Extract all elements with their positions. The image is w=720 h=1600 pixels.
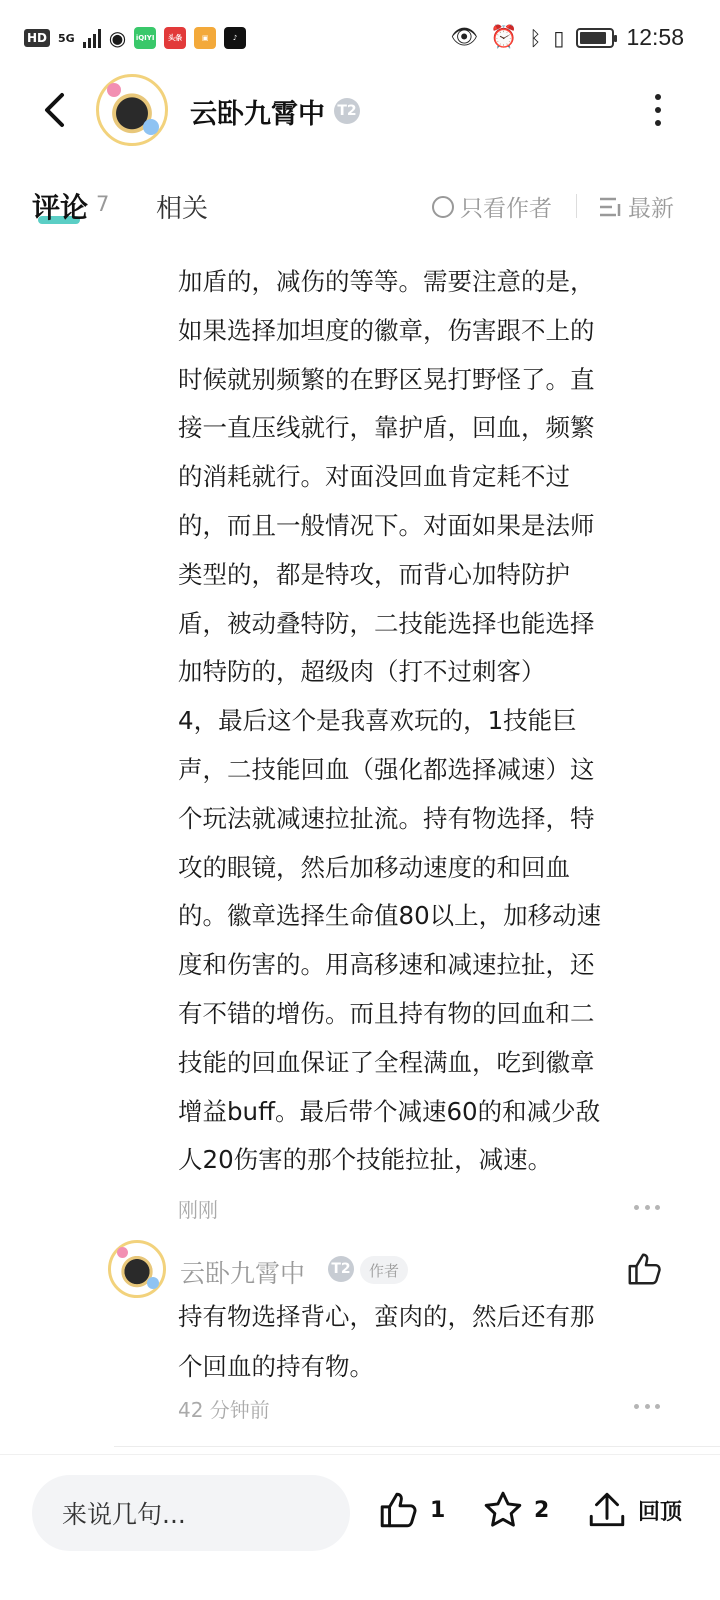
app-notification-icon: iQIYI	[134, 27, 156, 49]
status-right	[450, 24, 684, 51]
comment-line: 4，最后这个是我喜欢玩的，1技能巨	[178, 706, 577, 736]
tab-related[interactable]: 相关	[156, 194, 209, 224]
comment-line: 时候就别频繁的在野区晃打野怪了。直	[178, 364, 595, 394]
comment-line: 盾，被动叠特防，二技能选择也能选择	[178, 608, 595, 638]
thumbs-up-icon	[378, 1489, 420, 1531]
bottom-action-bar	[0, 1454, 720, 1600]
divider	[576, 194, 577, 218]
comment-line: 个玩法就减速拉扯流。持有物选择，特	[178, 803, 595, 833]
comment-line: 度和伤害的。用高移速和减速拉扯，还	[178, 950, 595, 980]
thumbs-up-icon[interactable]	[626, 1250, 664, 1288]
comment-line: 声，二技能回血（强化都选择减速）这	[178, 754, 595, 784]
comment-line: 如果选择加坦度的徽章，伤害跟不上的	[178, 315, 595, 345]
comment-line: 增益buff。最后带个减速60的和减少敌	[178, 1096, 601, 1126]
like-button[interactable]	[378, 1489, 445, 1531]
battery-icon	[576, 28, 614, 48]
reply-avatar[interactable]	[108, 1240, 166, 1298]
comment-line: 类型的，都是特攻，而背心加特防护	[178, 559, 570, 589]
back-to-top-button[interactable]	[586, 1489, 682, 1531]
reply-line: 个回血的持有物。	[178, 1352, 374, 1381]
dot-icon	[645, 1205, 650, 1210]
dot-icon	[655, 120, 661, 126]
dot-icon	[655, 94, 661, 100]
comment-timestamp: 刚刚	[178, 1198, 218, 1222]
comment-tabs	[0, 176, 720, 232]
comment-line: 攻的眼镜，然后加移动速度的和回血	[178, 852, 570, 882]
author-tag: 作者	[360, 1256, 408, 1284]
arrow-up-icon	[586, 1489, 628, 1531]
comment-more-button[interactable]	[634, 1205, 660, 1211]
chevron-left-icon	[42, 92, 66, 128]
favorite-button[interactable]	[482, 1489, 549, 1531]
alarm-icon: ⏰	[490, 25, 518, 50]
tiktok-icon: ♪	[224, 27, 246, 49]
divider	[114, 1446, 720, 1447]
dot-icon	[655, 107, 661, 113]
reply-timestamp: 42 分钟前	[178, 1398, 270, 1422]
hd-indicator: HD	[24, 29, 50, 47]
level-badge: T2	[334, 98, 360, 124]
top-header	[0, 70, 720, 150]
comment-line: 接一直压线就行，靠护盾，回血，频繁	[178, 413, 595, 443]
signal-icon	[83, 28, 101, 48]
clock: 12:58	[626, 24, 684, 50]
dot-icon	[634, 1404, 639, 1409]
dot-icon	[645, 1404, 650, 1409]
sort-label: 最新	[628, 196, 674, 222]
reply-body	[178, 1292, 658, 1392]
reply-line: 持有物选择背心，蛮肉的，然后还有那	[178, 1302, 595, 1331]
star-icon	[482, 1489, 524, 1531]
sort-button[interactable]	[598, 190, 674, 223]
eye-icon: 👁	[450, 25, 479, 50]
comment-line: 的。徽章选择生命值80以上，加移动速	[178, 901, 602, 931]
comment-input[interactable]: 来说几句...	[32, 1475, 350, 1551]
dot-icon	[655, 1205, 660, 1210]
status-left	[24, 26, 246, 50]
like-count: 1	[430, 1497, 446, 1523]
comment-line: 的，而且一般情况下。对面如果是法师	[178, 510, 595, 540]
sort-icon	[598, 196, 622, 218]
only-author-toggle[interactable]	[432, 190, 552, 223]
hotspot-icon: ◉	[108, 26, 127, 50]
only-author-label: 只看作者	[460, 196, 552, 222]
reply-username[interactable]: 云卧九霄中	[180, 1259, 306, 1288]
comments-count: 7	[96, 192, 110, 216]
more-options-button[interactable]	[648, 94, 668, 126]
comment-body	[178, 258, 658, 1185]
network-label: 5G	[58, 31, 75, 45]
radio-circle-icon	[432, 196, 454, 218]
back-to-top-label: 回顶	[638, 1499, 683, 1525]
header-username[interactable]: 云卧九霄中	[190, 99, 325, 130]
bluetooth-icon: ᛒ	[529, 25, 542, 50]
avatar[interactable]	[96, 74, 168, 146]
comment-line: 人20伤害的那个技能拉扯，减速。	[178, 1145, 553, 1175]
dot-icon	[655, 1404, 660, 1409]
toutiao-icon: 头条	[164, 27, 186, 49]
dot-icon	[634, 1205, 639, 1210]
comment-line: 的消耗就行。对面没回血肯定耗不过	[178, 462, 570, 492]
favorite-count: 2	[534, 1497, 550, 1523]
comment-line: 有不错的增伤。而且持有物的回血和二	[178, 998, 595, 1028]
tab-comments[interactable]: 评论	[32, 191, 89, 224]
reply-more-button[interactable]	[634, 1404, 660, 1410]
comment-line: 加盾的，减伤的等等。需要注意的是，	[178, 267, 595, 296]
comment-line: 技能的回血保证了全程满血，吃到徽章	[178, 1047, 595, 1077]
level-badge: T2	[328, 1256, 354, 1282]
app-folder-icon: ▣	[194, 27, 216, 49]
vibrate-icon: ▯	[553, 25, 565, 50]
comment-line: 加特防的，超级肉（打不过刺客）	[178, 657, 546, 687]
back-button[interactable]	[34, 88, 74, 132]
status-bar	[0, 0, 720, 78]
